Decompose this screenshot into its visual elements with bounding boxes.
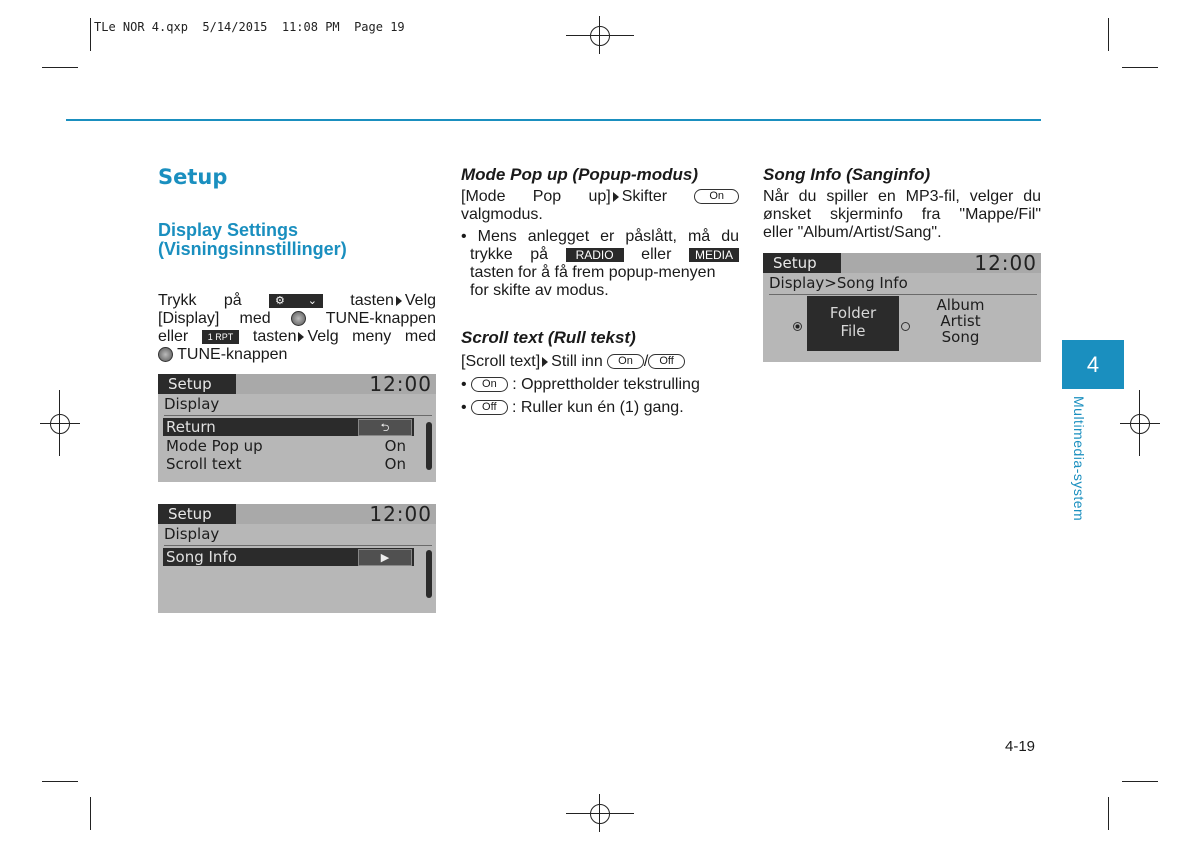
body-text: eller bbox=[641, 246, 672, 263]
registration-mark bbox=[1130, 414, 1150, 434]
song-info-options-screen bbox=[763, 253, 1041, 362]
instruction-line bbox=[158, 328, 436, 346]
option-label: Folder bbox=[829, 304, 877, 322]
print-header: TLe NOR 4.qxp 5/14/2015 11:08 PM Page 19 bbox=[94, 20, 405, 34]
off-button-icon: Off bbox=[648, 354, 684, 369]
body-line: • Off : Ruller kun én (1) gang. bbox=[461, 399, 684, 416]
registration-mark bbox=[40, 423, 80, 424]
screen-clock: 12:00 bbox=[369, 504, 432, 526]
body-line bbox=[461, 246, 739, 264]
on-button-icon: On bbox=[694, 189, 739, 204]
registration-mark bbox=[1139, 390, 1140, 456]
display-settings-heading bbox=[158, 221, 347, 259]
display-settings-instructions bbox=[158, 292, 436, 364]
registration-mark bbox=[59, 390, 60, 456]
arrow-right-icon: ▶ bbox=[358, 549, 412, 566]
arrow-right-icon bbox=[542, 357, 548, 367]
crop-mark bbox=[90, 18, 91, 51]
registration-mark bbox=[50, 414, 70, 434]
crop-mark bbox=[1122, 781, 1158, 782]
body-line: • Mens anlegget er påslått, må du bbox=[461, 228, 739, 245]
menu-row-label: Scroll text bbox=[166, 455, 242, 473]
radio-key-icon: RADIO bbox=[566, 248, 624, 262]
menu-row-return[interactable] bbox=[163, 418, 414, 436]
display-menu-screen bbox=[158, 374, 436, 482]
menu-row-value: On bbox=[384, 437, 406, 455]
option-label: File bbox=[840, 322, 866, 340]
on-button-icon: On bbox=[471, 377, 508, 392]
divider bbox=[769, 294, 1037, 295]
body-text: Still inn bbox=[551, 353, 603, 370]
scrollbar[interactable] bbox=[426, 422, 432, 470]
heading-line: Display Settings bbox=[158, 220, 299, 240]
instruction-line bbox=[158, 292, 436, 310]
mode-popup-heading: Mode Pop up (Popup-modus) bbox=[461, 165, 699, 184]
scroll-text-body bbox=[461, 350, 751, 419]
registration-mark bbox=[599, 16, 600, 54]
menu-row-scroll-text[interactable] bbox=[163, 455, 414, 473]
screen-subtitle: Display bbox=[164, 395, 220, 413]
screen-clock: 12:00 bbox=[974, 253, 1037, 275]
heading-line: (Visningsinnstillinger) bbox=[158, 239, 347, 259]
body-line: [Scroll text] Still inn On / Off bbox=[461, 350, 751, 373]
radio-unselected-icon[interactable] bbox=[901, 322, 910, 331]
arrow-right-icon bbox=[613, 192, 619, 202]
menu-row-value: On bbox=[384, 455, 406, 473]
crop-mark bbox=[42, 67, 78, 68]
screen-title: Setup bbox=[158, 504, 236, 524]
body-line: Når du spiller en MP3-fil, velger du bbox=[763, 188, 1041, 205]
tune-knob-icon bbox=[291, 311, 306, 326]
option-folder-file[interactable] bbox=[807, 296, 899, 351]
body-text: trykke på bbox=[470, 246, 549, 263]
screen-title: Setup bbox=[763, 253, 841, 273]
registration-mark bbox=[599, 794, 600, 832]
crop-mark bbox=[1108, 797, 1109, 830]
media-key-icon: MEDIA bbox=[689, 248, 739, 262]
instruction-line bbox=[158, 310, 436, 328]
instr-text: Velg bbox=[404, 292, 437, 309]
screen-subtitle: Display bbox=[164, 525, 220, 543]
mode-popup-body bbox=[461, 188, 739, 300]
body-line bbox=[461, 188, 739, 206]
body-text: [Scroll text] bbox=[461, 353, 541, 370]
registration-mark bbox=[1120, 423, 1160, 424]
arrow-right-icon bbox=[298, 332, 304, 342]
instr-text: tasten bbox=[252, 328, 297, 345]
song-info-menu-screen bbox=[158, 504, 436, 613]
crop-mark bbox=[42, 781, 78, 782]
divider bbox=[164, 415, 432, 416]
registration-mark bbox=[566, 35, 634, 36]
chapter-name: Multimedia-system bbox=[1071, 396, 1087, 522]
instr-text: TUNE-knappen bbox=[325, 310, 437, 327]
screen-subtitle: Display>Song Info bbox=[769, 274, 908, 292]
registration-mark bbox=[590, 804, 610, 824]
body-text: : Ruller kun én (1) gang. bbox=[511, 399, 684, 416]
body-line: for skifte av modus. bbox=[470, 282, 609, 299]
body-line: ønsket skjerminfo fra "Mappe/Fil" bbox=[763, 206, 1041, 223]
menu-row-song-info[interactable] bbox=[163, 548, 414, 566]
body-line: eller "Album/Artist/Sang". bbox=[763, 224, 942, 241]
instr-text: tasten bbox=[350, 292, 394, 309]
section-title: Setup bbox=[158, 165, 228, 189]
page-number: 4-19 bbox=[1005, 738, 1036, 755]
registration-mark bbox=[590, 26, 610, 46]
body-text: [Mode Pop up] bbox=[461, 188, 611, 205]
scrollbar[interactable] bbox=[426, 550, 432, 598]
arrow-right-icon bbox=[396, 296, 402, 306]
instr-text: TUNE-knappen bbox=[177, 346, 288, 363]
screen-clock: 12:00 bbox=[369, 374, 432, 396]
option-label: Album bbox=[936, 296, 985, 314]
return-icon: ⮌ bbox=[358, 419, 412, 436]
option-label: Song bbox=[941, 328, 980, 346]
instr-text: Velg meny med bbox=[307, 328, 436, 345]
option-label: Artist bbox=[940, 312, 981, 330]
crop-mark bbox=[1122, 67, 1158, 68]
registration-mark bbox=[566, 813, 634, 814]
body-line: tasten for å få frem popup-menyen bbox=[470, 264, 716, 281]
instruction-line bbox=[158, 346, 436, 364]
off-button-icon: Off bbox=[471, 400, 507, 415]
rpt-key-icon: 1 RPT bbox=[202, 330, 240, 344]
instr-text: Trykk på bbox=[158, 292, 242, 309]
screen-title: Setup bbox=[158, 374, 236, 394]
setup-key-icon: ⚙ ⌄ bbox=[269, 294, 323, 308]
crop-mark bbox=[1108, 18, 1109, 51]
body-text: Skifter bbox=[621, 188, 668, 205]
divider bbox=[164, 545, 432, 546]
body-line: valgmodus. bbox=[461, 206, 543, 223]
on-button-icon: On bbox=[607, 354, 644, 369]
body-line: • On : Opprettholder tekstrulling bbox=[461, 376, 700, 393]
header-rule bbox=[66, 119, 1041, 121]
instr-text: eller bbox=[158, 328, 189, 345]
song-info-body bbox=[763, 188, 1041, 242]
option-album-artist-song[interactable] bbox=[913, 297, 1008, 345]
body-text: : Opprettholder tekstrulling bbox=[512, 376, 700, 393]
radio-selected-icon[interactable] bbox=[793, 322, 802, 331]
scroll-text-heading: Scroll text (Rull tekst) bbox=[461, 328, 636, 347]
menu-row-mode-pop-up[interactable] bbox=[163, 437, 414, 455]
chapter-tab: 4 bbox=[1062, 340, 1124, 389]
menu-row-label: Return bbox=[166, 418, 216, 436]
menu-row-label: Mode Pop up bbox=[166, 437, 263, 455]
song-info-heading: Song Info (Sanginfo) bbox=[763, 165, 931, 184]
instr-text: [Display] med bbox=[158, 310, 271, 327]
tune-knob-icon bbox=[158, 347, 173, 362]
menu-row-label: Song Info bbox=[166, 548, 237, 566]
crop-mark bbox=[90, 797, 91, 830]
